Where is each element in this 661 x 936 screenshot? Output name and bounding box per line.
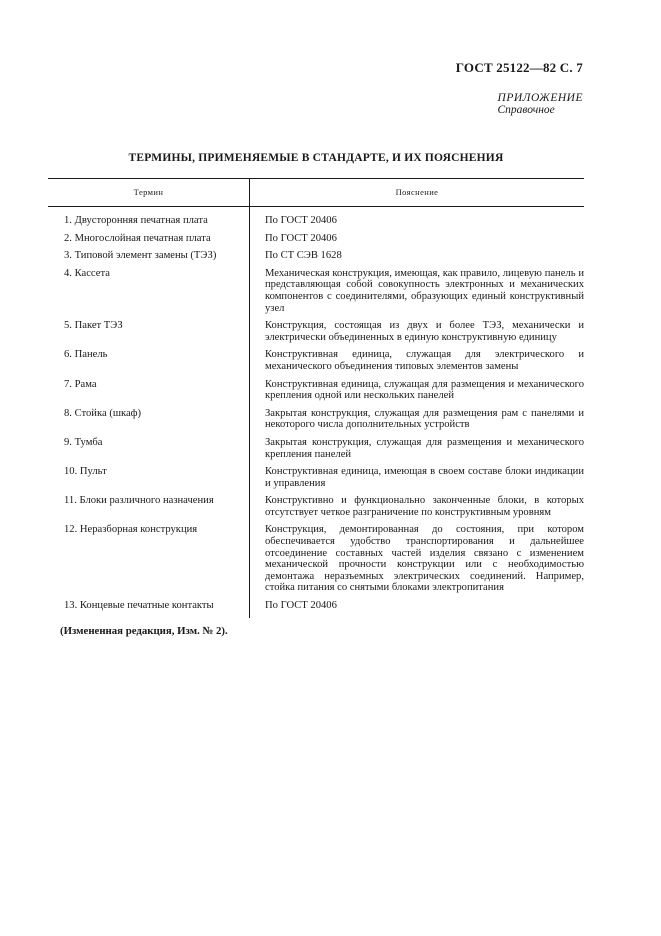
term-cell: 12. Неразборная конструкция bbox=[64, 524, 198, 536]
explanation-cell: Закрытая конструкция, служащая для размещения и механического крепления панелей bbox=[250, 437, 585, 466]
page-title: ТЕРМИНЫ, ПРИМЕНЯЕМЫЕ В СТАНДАРТЕ, И ИХ ПОЯСНЕНИЯ bbox=[128, 152, 504, 164]
table-row bbox=[48, 495, 584, 524]
term-cell: 7. Рама bbox=[64, 378, 97, 390]
explanation-cell: По СТ СЭВ 1628 bbox=[250, 250, 585, 268]
table-header-row bbox=[48, 179, 584, 207]
appendix-title: ПРИЛОЖЕНИЕ bbox=[497, 92, 583, 104]
table-row bbox=[48, 379, 584, 408]
explanation-cell: Конструкция, состоящая из двух и более ТЭЗ, механически и электрически объединенных в единую конструктивную единицу bbox=[250, 320, 585, 349]
term-cell: 2. Многослойная печатная плата bbox=[64, 232, 211, 244]
term-cell: 1. Двусторонняя печатная плата bbox=[64, 215, 208, 226]
column-header-explanation: Пояснение bbox=[250, 179, 585, 207]
explanation-cell: По ГОСТ 20406 bbox=[250, 207, 585, 233]
term-cell: 5. Пакет ТЭЗ bbox=[64, 320, 123, 332]
explanation-cell: По ГОСТ 20406 bbox=[250, 600, 585, 618]
table-row bbox=[48, 408, 584, 437]
explanation-cell: Конструктивная единица, служащая для электрического и механического объединения типовых элементов замены bbox=[250, 349, 585, 378]
explanation-cell: Конструктивно и функционально законченные блоки, в которых отсутствует четкое разграничение по конструктивным уровням bbox=[250, 495, 585, 524]
table-row bbox=[48, 250, 584, 268]
explanation-cell: Конструкция, демонтированная до состояния, при котором обеспечивается удобство транспортирования и дальнейшее отсоединение составных частей изделия связано с изменением механической прочности конструкции или с необходимостью демонтажа неразъемных электрических соединений. Например, стойка питания со снятыми блоками электропитания bbox=[250, 524, 585, 600]
table-row bbox=[48, 466, 584, 495]
explanation-cell: Закрытая конструкция, служащая для размещения рам с панелями и некоторого числа дополнительных устройств bbox=[250, 408, 585, 437]
term-cell: 8. Стойка (шкаф) bbox=[64, 407, 142, 419]
term-cell: 3. Типовой элемент замены (ТЭЗ) bbox=[64, 250, 217, 262]
terms-table bbox=[48, 178, 584, 618]
term-cell: 4. Кассета bbox=[64, 267, 110, 279]
table-row bbox=[48, 349, 584, 378]
term-cell: 9. Тумба bbox=[64, 436, 103, 448]
amendment-note: (Измененная редакция, Изм. № 2). bbox=[60, 625, 228, 637]
table-row bbox=[48, 600, 584, 618]
column-header-term: Термин bbox=[48, 179, 250, 207]
table-row bbox=[48, 207, 584, 233]
term-cell: 11. Блоки различного назначения bbox=[64, 495, 214, 507]
appendix-type: Справочное bbox=[497, 104, 555, 116]
table-row bbox=[48, 437, 584, 466]
term-cell: 13. Концевые печатные контакты bbox=[64, 600, 214, 612]
explanation-cell: Механическая конструкция, имеющая, как правило, лицевую панель и представляющая собой совокупность электронных и механических компонентов с соединителями, образующих единый конструктивный узел bbox=[250, 268, 585, 320]
table-row bbox=[48, 524, 584, 600]
table-row bbox=[48, 320, 584, 349]
term-cell: 10. Пульт bbox=[64, 466, 107, 478]
explanation-cell: Конструктивная единица, служащая для размещения и механического крепления одной или нескольких панелей bbox=[250, 379, 585, 408]
table-row bbox=[48, 233, 584, 251]
table-row bbox=[48, 268, 584, 320]
explanation-cell: Конструктивная единица, имеющая в своем составе блоки индикации и управления bbox=[250, 466, 585, 495]
explanation-cell: По ГОСТ 20406 bbox=[250, 233, 585, 251]
appendix-label bbox=[498, 92, 583, 116]
standard-page-header: ГОСТ 25122—82 С. 7 bbox=[455, 60, 583, 75]
term-cell: 6. Панель bbox=[64, 349, 108, 361]
